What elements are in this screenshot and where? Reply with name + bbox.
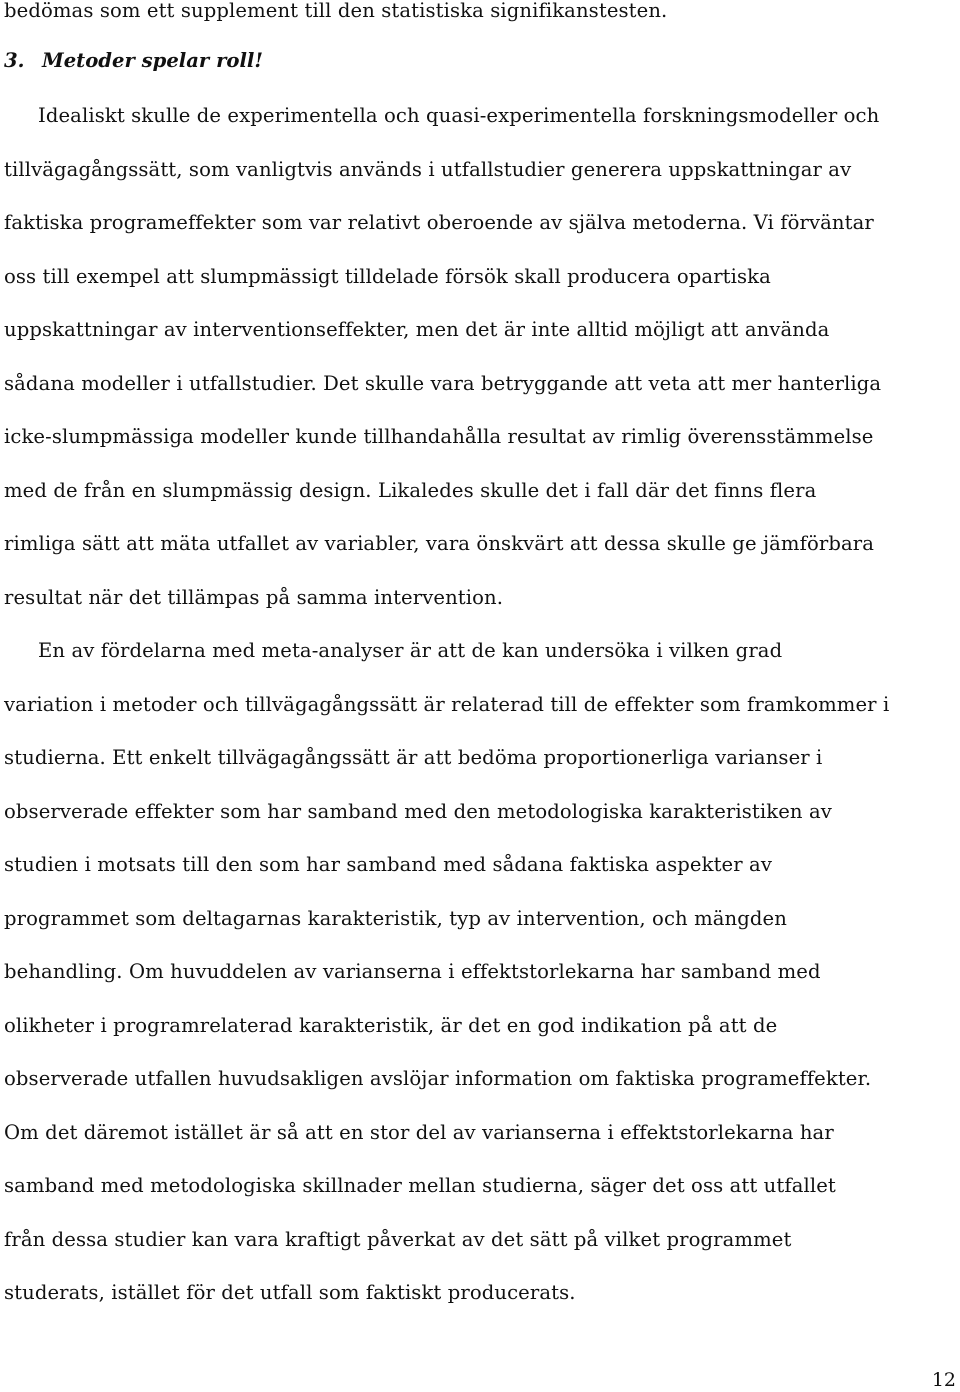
text-line: sådana modeller i utfallstudier. Det skulle vara betryggande att veta att mer hanterliga [4, 372, 882, 395]
text-line: studien i motsats till den som har samband med sådana faktiska aspekter av [4, 853, 772, 876]
text-line: uppskattningar av interventionseffekter, men det är inte alltid möjligt att använda [4, 318, 830, 341]
text-line: samband med metodologiska skillnader mellan studierna, säger det oss att utfallet [4, 1174, 836, 1197]
text-line: behandling. Om huvuddelen av varianserna i effektstorlekarna har samband med [4, 960, 821, 983]
section-number: 3. [4, 49, 25, 72]
text-line: studerats, istället för det utfall som faktiskt producerats. [4, 1281, 576, 1304]
section-title: Metoder spelar roll! [42, 49, 263, 72]
text-line: variation i metoder och tillvägagångssätt är relaterad till de effekter som framkommer i [4, 693, 890, 716]
text-line: programmet som deltagarnas karakteristik, typ av intervention, och mängden [4, 907, 787, 930]
text-line: från dessa studier kan vara kraftigt påverkat av det sätt på vilket programmet [4, 1228, 792, 1251]
section-heading [4, 46, 263, 76]
page-number: 12 [931, 1369, 956, 1391]
text-line: observerade effekter som har samband med den metodologiska karakteristiken av [4, 800, 832, 823]
text-line: oss till exempel att slumpmässigt tilldelade försök skall producera opartiska [4, 265, 771, 288]
text-line: tillvägagångssätt, som vanligtvis används i utfallstudier generera uppskattningar av [4, 158, 852, 181]
text-line: studierna. Ett enkelt tillvägagångssätt är att bedöma proportionerliga varianser i [4, 746, 823, 769]
text-line: olikheter i programrelaterad karakteristik, är det en god indikation på att de [4, 1014, 778, 1037]
text-line: Idealiskt skulle de experimentella och quasi-experimentella forskningsmodeller och [38, 104, 880, 127]
text-line: observerade utfallen huvudsakligen avslöjar information om faktiska programeffekter. [4, 1067, 872, 1090]
text-line: rimliga sätt att mäta utfallet av variabler, vara önskvärt att dessa skulle ge jämförbara [4, 532, 874, 555]
text-line: Om det däremot istället är så att en stor del av varianserna i effektstorlekarna har [4, 1121, 834, 1144]
text-line: bedömas som ett supplement till den statistiska signifikanstesten. [4, 0, 668, 22]
text-line: resultat när det tillämpas på samma intervention. [4, 586, 504, 609]
text-line: med de från en slumpmässig design. Likaledes skulle det i fall där det finns flera [4, 479, 817, 502]
text-line: icke-slumpmässiga modeller kunde tillhandahålla resultat av rimlig överensstämmelse [4, 425, 874, 448]
text-line: faktiska programeffekter som var relativt oberoende av själva metoderna. Vi förväntar [4, 211, 874, 234]
text-line: En av fördelarna med meta-analyser är att de kan undersöka i vilken grad [38, 639, 783, 662]
